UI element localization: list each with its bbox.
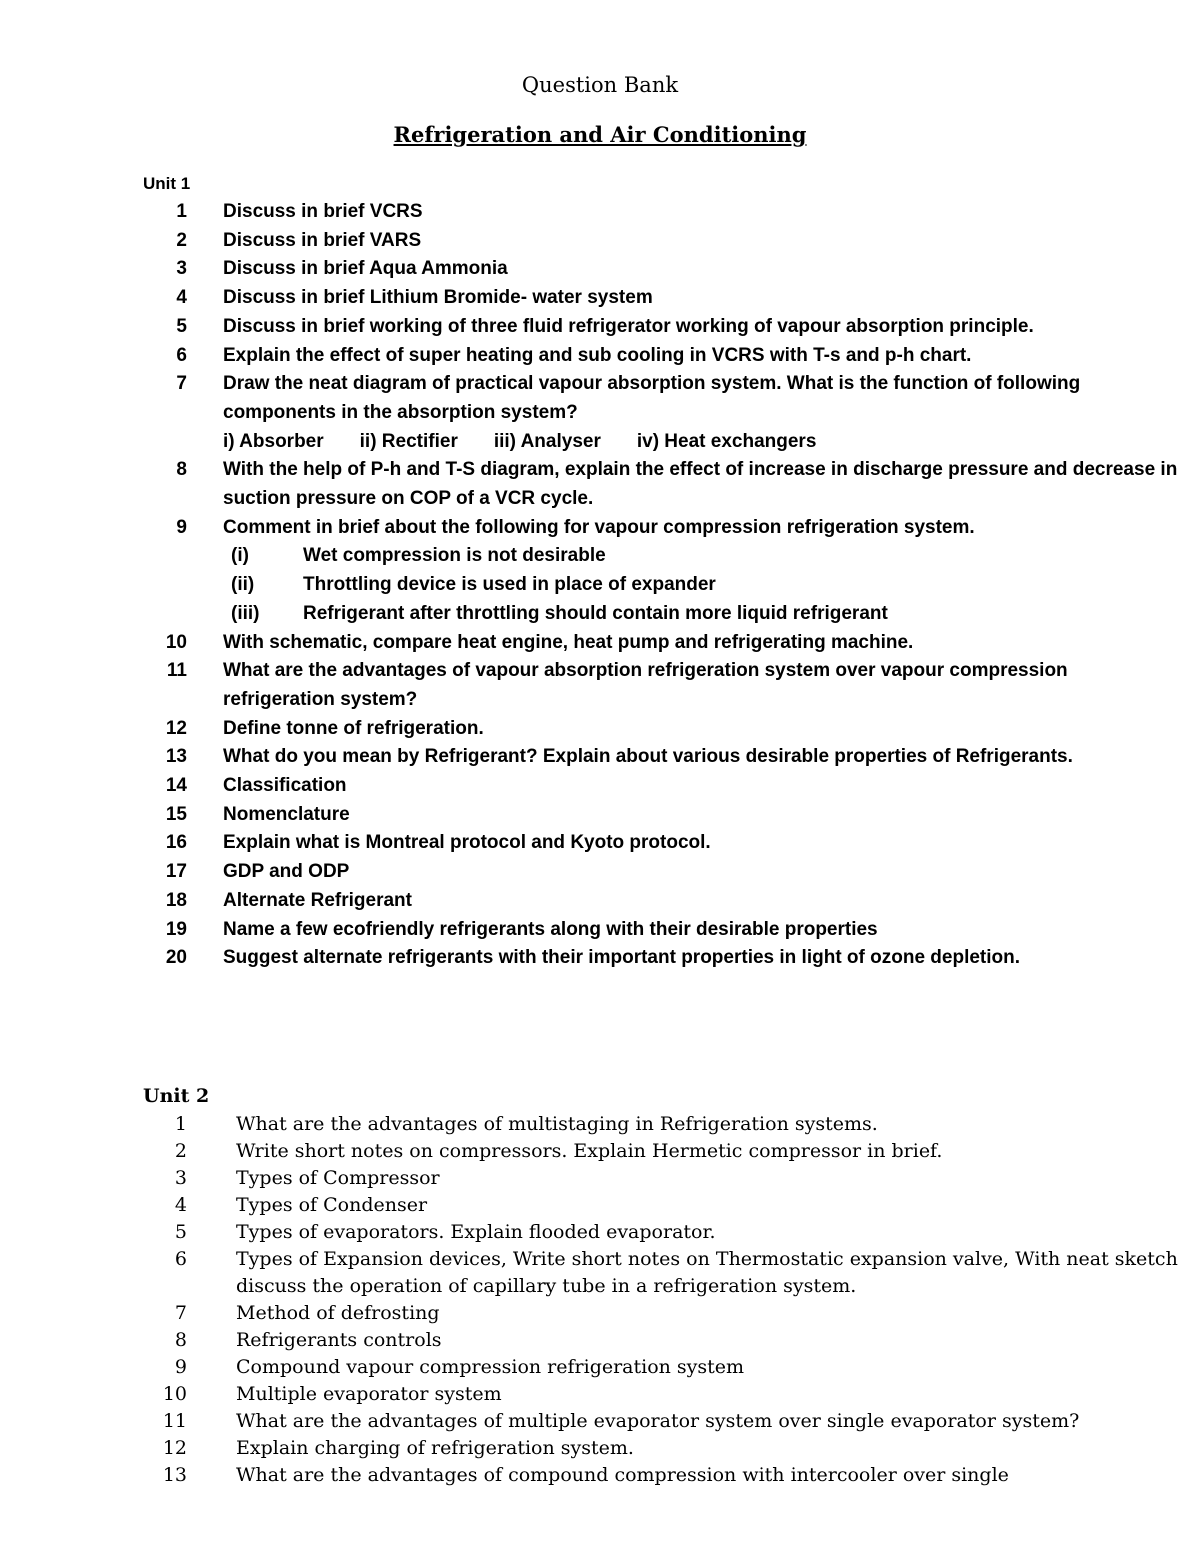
question-text-body: What do you mean by Refrigerant? Explain about various desirable properties of Refrigerants. [223, 746, 1073, 768]
question-text-body: Types of Compressor [236, 1167, 440, 1189]
question-row [143, 1138, 1183, 1165]
question-row [143, 829, 1183, 858]
question-item [143, 1138, 1183, 1165]
question-number: 3 [174, 1167, 187, 1189]
question-text [236, 1354, 1183, 1381]
question-row [143, 801, 1183, 830]
unit2-question-list [143, 1111, 1183, 1489]
question-item [143, 370, 1183, 456]
question-number: 9 [176, 516, 187, 538]
question-text [223, 456, 1183, 513]
question-text [223, 801, 1183, 830]
question-text-body: What are the advantages of multiple evaporator system over single evaporator system? [236, 1410, 1080, 1432]
question-text [236, 1381, 1183, 1408]
question-text-body: Draw the neat diagram of practical vapour absorption system. What is the function of following components in the absorption system? [223, 373, 1081, 423]
question-text [236, 1327, 1183, 1354]
question-number: 2 [174, 1140, 187, 1162]
question-item [143, 829, 1183, 858]
unit2-heading: Unit 2 [143, 1085, 210, 1107]
question-text [223, 916, 1183, 945]
question-text [223, 227, 1183, 256]
question-item [143, 801, 1183, 830]
question-text [223, 342, 1183, 371]
question-number: 11 [166, 660, 187, 682]
question-number: 10 [165, 631, 187, 653]
question-number: 3 [176, 258, 187, 280]
question-item [143, 1111, 1183, 1138]
component-option: iv) Heat exchangers [636, 430, 817, 452]
component-option: iii) Analyser [493, 430, 601, 452]
question-row [143, 227, 1183, 256]
question-text [223, 829, 1183, 858]
question-text-body: Discuss in brief Lithium Bromide- water system [223, 287, 653, 309]
question-text-body: With the help of P-h and T-S diagram, explain the effect of increase in discharge pressure and decrease in suction pressure on COP of a VCR cycle. [223, 459, 1178, 510]
question-text [223, 887, 1183, 916]
question-text-body: Comment in brief about the following for vapour compression refrigeration system. [223, 516, 975, 538]
question-text [223, 255, 1183, 284]
question-item [143, 284, 1183, 313]
question-row [143, 1219, 1183, 1246]
question-item [143, 342, 1183, 371]
question-text [223, 743, 1183, 772]
question-item [143, 255, 1183, 284]
question-text-body: Types of evaporators. Explain flooded evaporator. [236, 1221, 716, 1243]
unit1-heading: Unit 1 [143, 174, 191, 193]
question-text [223, 370, 1183, 456]
question-text-body: Discuss in brief VCRS [223, 201, 423, 222]
question-text-body: Discuss in brief VARS [223, 229, 422, 251]
question-text-body: Suggest alternate refrigerants with their important properties in light of ozone depletion. [223, 947, 1021, 969]
question-row [143, 944, 1183, 973]
question-text [223, 944, 1183, 973]
question-number: 6 [176, 344, 187, 366]
component-options [223, 428, 1183, 457]
component-option: ii) Rectifier [359, 430, 458, 452]
sub-item [231, 600, 1183, 629]
question-item [143, 858, 1183, 887]
question-row [143, 916, 1183, 945]
question-row [143, 772, 1183, 801]
question-row [143, 1300, 1183, 1327]
question-text [236, 1435, 1183, 1462]
question-item [143, 715, 1183, 744]
question-text-body: Nomenclature [223, 803, 350, 825]
question-item [143, 944, 1183, 973]
question-item [143, 657, 1183, 714]
question-item [143, 1219, 1183, 1246]
question-row [143, 715, 1183, 744]
question-text-body: Discuss in brief Aqua Ammonia [223, 258, 508, 280]
question-text [236, 1408, 1183, 1435]
question-number: 17 [165, 861, 187, 883]
question-item [143, 916, 1183, 945]
question-number: 8 [176, 459, 187, 481]
question-text-body: Define tonne of refrigeration. [223, 717, 484, 739]
question-number: 18 [165, 889, 187, 911]
question-item [143, 514, 1183, 629]
question-text-body: Refrigerants controls [236, 1329, 442, 1351]
question-item [143, 1462, 1183, 1489]
question-number: 5 [176, 315, 187, 337]
question-text [223, 198, 1183, 227]
question-item [143, 1435, 1183, 1462]
question-text-body: What are the advantages of vapour absorption refrigeration system over vapour compression refrigeration system? [223, 660, 1068, 710]
sub-item-number: (iii) [231, 602, 260, 624]
question-item [143, 743, 1183, 772]
question-number: 14 [165, 775, 187, 797]
question-number: 12 [162, 1437, 187, 1459]
question-number: 11 [162, 1410, 187, 1432]
question-number: 12 [165, 717, 187, 739]
question-text [236, 1192, 1183, 1219]
question-item [143, 1192, 1183, 1219]
question-text-body: GDP and ODP [223, 861, 350, 883]
question-row [143, 629, 1183, 658]
question-row [143, 255, 1183, 284]
question-number: 5 [174, 1221, 187, 1243]
question-item [143, 227, 1183, 256]
question-text-body: Types of Condenser [236, 1194, 428, 1216]
sub-item-number: (i) [231, 545, 249, 567]
question-text-body: Explain the effect of super heating and sub cooling in VCRS with T-s and p-h chart. [223, 344, 972, 366]
question-item [143, 198, 1183, 227]
question-item [143, 887, 1183, 916]
question-item [143, 1354, 1183, 1381]
question-text [223, 715, 1183, 744]
question-text-body: Types of Expansion devices, Write short notes on Thermostatic expansion valve, With neat sketch discuss the operation of capillary tube in a refrigeration system. [236, 1248, 1178, 1297]
question-row [143, 1111, 1183, 1138]
question-number: 13 [165, 746, 187, 768]
sub-item-number: (ii) [231, 574, 255, 596]
question-row [143, 342, 1183, 371]
question-text-body: Discuss in brief working of three fluid refrigerator working of vapour absorption principle. [223, 315, 1034, 337]
question-item [143, 629, 1183, 658]
sub-item-text: Wet compression is not desirable [303, 545, 606, 567]
question-text-body: Method of defrosting [236, 1302, 440, 1324]
question-text [236, 1165, 1183, 1192]
question-number: 9 [174, 1356, 187, 1378]
question-row [143, 1381, 1183, 1408]
subject-title: Refrigeration and Air Conditioning [393, 122, 807, 147]
question-text [236, 1111, 1183, 1138]
question-text-body: Alternate Refrigerant [223, 889, 412, 911]
question-text [223, 629, 1183, 658]
question-item [143, 1165, 1183, 1192]
question-text-body: Multiple evaporator system [236, 1383, 502, 1405]
question-row [143, 1192, 1183, 1219]
question-text [223, 657, 1183, 714]
question-number: 6 [174, 1248, 187, 1270]
sub-item [231, 542, 1183, 571]
sub-item-text: Refrigerant after throttling should contain more liquid refrigerant [303, 602, 888, 624]
question-number: 2 [176, 229, 187, 251]
question-item [143, 772, 1183, 801]
question-text [223, 514, 1183, 543]
question-row [143, 370, 1183, 456]
question-number: 20 [165, 947, 187, 969]
question-row [143, 1435, 1183, 1462]
question-number: 4 [176, 287, 187, 309]
question-row [143, 1354, 1183, 1381]
question-row [143, 1462, 1183, 1489]
question-text-body: With schematic, compare heat engine, heat pump and refrigerating machine. [223, 631, 914, 653]
question-text [236, 1138, 1183, 1165]
question-text [236, 1246, 1183, 1300]
question-number: 8 [174, 1329, 187, 1351]
question-item [143, 1246, 1183, 1300]
question-number: 7 [176, 373, 187, 395]
question-text-body: Explain charging of refrigeration system. [236, 1437, 634, 1459]
question-number: 7 [174, 1302, 187, 1324]
question-row [143, 858, 1183, 887]
question-number: 1 [174, 1113, 187, 1135]
question-item [143, 313, 1183, 342]
question-row [143, 284, 1183, 313]
question-text-body: What are the advantages of multistaging in Refrigeration systems. [236, 1113, 878, 1135]
component-option: i) Absorber [223, 430, 324, 452]
question-text [236, 1462, 1183, 1489]
question-row [143, 313, 1183, 342]
question-text-body: What are the advantages of compound compression with intercooler over single [236, 1464, 1009, 1486]
question-text [223, 858, 1183, 887]
question-text [236, 1219, 1183, 1246]
unit1-question-list [143, 198, 1183, 973]
question-number: 4 [174, 1194, 187, 1216]
question-number: 1 [176, 201, 187, 222]
question-row [143, 1165, 1183, 1192]
question-row [143, 514, 1183, 543]
question-number: 19 [165, 918, 187, 940]
question-number: 16 [165, 832, 187, 854]
question-number: 15 [165, 803, 187, 825]
question-text [223, 772, 1183, 801]
question-item [143, 1381, 1183, 1408]
question-text-body: Write short notes on compressors. Explain Hermetic compressor in brief. [236, 1140, 943, 1162]
question-text [236, 1300, 1183, 1327]
question-row [143, 657, 1183, 714]
question-text [223, 313, 1183, 342]
sub-item-text: Throttling device is used in place of expander [303, 574, 716, 596]
question-item [143, 1327, 1183, 1354]
question-item [143, 456, 1183, 513]
question-item [143, 1300, 1183, 1327]
question-text-body: Name a few ecofriendly refrigerants along with their desirable properties [223, 918, 878, 940]
question-text [223, 284, 1183, 313]
question-row [143, 743, 1183, 772]
question-text-body: Compound vapour compression refrigeration system [236, 1356, 745, 1378]
question-number: 13 [162, 1464, 187, 1486]
question-item [143, 1408, 1183, 1435]
question-text-body: Explain what is Montreal protocol and Kyoto protocol. [223, 832, 711, 854]
page-title: Question Bank [521, 73, 679, 97]
question-row [143, 1246, 1183, 1300]
question-number: 10 [162, 1383, 187, 1405]
question-row [143, 456, 1183, 513]
question-row [143, 1327, 1183, 1354]
question-row [143, 887, 1183, 916]
question-text-body: Classification [223, 775, 347, 797]
question-row [143, 198, 1183, 227]
question-row [143, 1408, 1183, 1435]
sub-item [231, 571, 1183, 600]
